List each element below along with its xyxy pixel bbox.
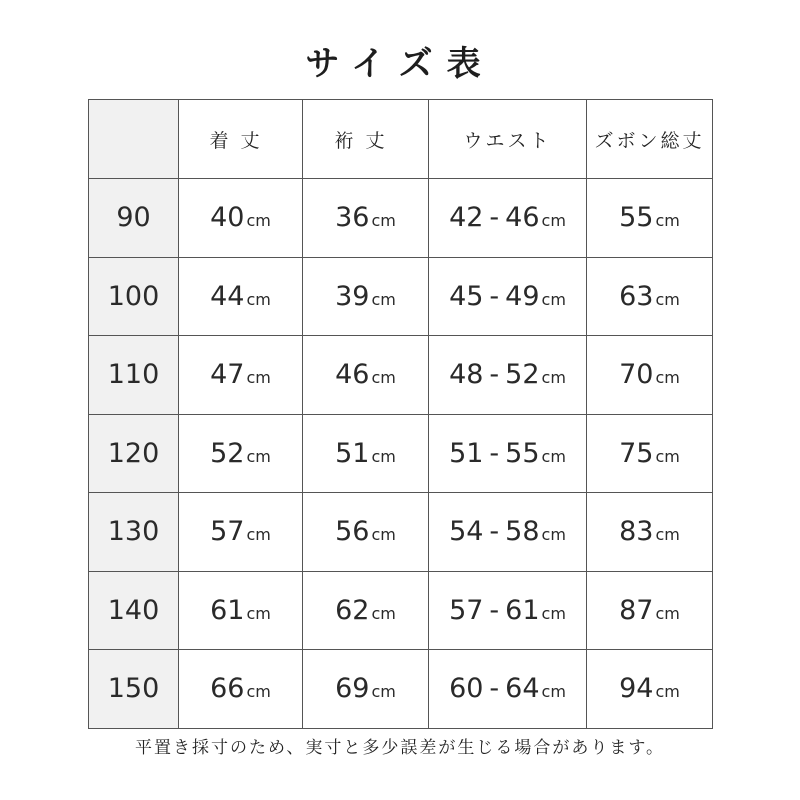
chaku-cell-value: 57	[210, 516, 245, 548]
unit-label: cm	[655, 289, 680, 309]
chaku-cell-value: 61	[210, 594, 245, 626]
header-zubon: ズボン総丈	[587, 100, 713, 179]
range-separator: -	[489, 594, 500, 626]
yuki-cell	[303, 336, 429, 415]
yuki-cell	[303, 414, 429, 493]
unit-label: cm	[246, 368, 271, 388]
zubon-cell	[587, 414, 713, 493]
page-title: サイズ表	[305, 44, 495, 84]
zubon-cell-value: 87	[619, 594, 654, 626]
waist-min-value: 60	[449, 673, 484, 705]
zubon-cell	[587, 571, 713, 650]
chaku-cell	[179, 414, 303, 493]
table-row	[89, 179, 713, 258]
waist-cell	[429, 179, 587, 258]
chaku-cell-value: 52	[210, 437, 245, 469]
range-separator: -	[489, 280, 500, 312]
chaku-cell-value: 44	[210, 280, 245, 312]
table-row	[89, 414, 713, 493]
unit-label: cm	[246, 446, 271, 466]
table-row	[89, 336, 713, 415]
yuki-cell	[303, 650, 429, 729]
unit-label: cm	[371, 525, 396, 545]
waist-cell	[429, 493, 587, 572]
waist-max-value: 58	[505, 516, 540, 548]
yuki-cell-value: 51	[335, 437, 370, 469]
unit-label: cm	[541, 603, 566, 623]
yuki-cell-value: 69	[335, 673, 370, 705]
unit-label: cm	[655, 525, 680, 545]
waist-max-value: 61	[505, 594, 540, 626]
zubon-cell	[587, 257, 713, 336]
zubon-cell-value: 63	[619, 280, 654, 312]
size-cell: 150	[89, 650, 179, 729]
zubon-cell	[587, 650, 713, 729]
unit-label: cm	[541, 211, 566, 231]
yuki-cell	[303, 179, 429, 258]
unit-label: cm	[246, 211, 271, 231]
yuki-cell-value: 62	[335, 594, 370, 626]
header-waist: ウエスト	[429, 100, 587, 179]
size-cell: 120	[89, 414, 179, 493]
unit-label: cm	[246, 603, 271, 623]
chaku-cell	[179, 493, 303, 572]
waist-max-value: 52	[505, 359, 540, 391]
waist-min-value: 54	[449, 516, 484, 548]
chaku-cell	[179, 257, 303, 336]
unit-label: cm	[541, 289, 566, 309]
unit-label: cm	[541, 368, 566, 388]
zubon-cell-value: 70	[619, 359, 654, 391]
waist-min-value: 51	[449, 437, 484, 469]
table-row	[89, 571, 713, 650]
yuki-cell-value: 39	[335, 280, 370, 312]
unit-label: cm	[371, 682, 396, 702]
waist-max-value: 49	[505, 280, 540, 312]
yuki-cell-value: 46	[335, 359, 370, 391]
size-cell: 110	[89, 336, 179, 415]
unit-label: cm	[371, 446, 396, 466]
size-table	[88, 99, 713, 729]
table-row	[89, 257, 713, 336]
table-header-row	[89, 100, 713, 179]
range-separator: -	[489, 202, 500, 234]
measurement-note: 平置き採寸のため、実寸と多少誤差が生じる場合があります。	[135, 738, 665, 758]
unit-label: cm	[655, 368, 680, 388]
yuki-cell	[303, 257, 429, 336]
chaku-cell-value: 66	[210, 673, 245, 705]
chaku-cell	[179, 179, 303, 258]
unit-label: cm	[655, 603, 680, 623]
unit-label: cm	[371, 289, 396, 309]
waist-cell	[429, 650, 587, 729]
header-corner	[89, 100, 179, 179]
waist-cell	[429, 257, 587, 336]
size-cell: 100	[89, 257, 179, 336]
unit-label: cm	[655, 211, 680, 231]
chaku-cell-value: 40	[210, 202, 245, 234]
chaku-cell	[179, 571, 303, 650]
header-chaku: 着丈	[179, 100, 303, 179]
yuki-cell	[303, 571, 429, 650]
waist-max-value: 64	[505, 673, 540, 705]
unit-label: cm	[246, 525, 271, 545]
zubon-cell-value: 55	[619, 202, 654, 234]
zubon-cell-value: 83	[619, 516, 654, 548]
chaku-cell	[179, 650, 303, 729]
chaku-cell-value: 47	[210, 359, 245, 391]
unit-label: cm	[655, 446, 680, 466]
unit-label: cm	[541, 525, 566, 545]
range-separator: -	[489, 437, 500, 469]
unit-label: cm	[541, 682, 566, 702]
range-separator: -	[489, 516, 500, 548]
table-row	[89, 650, 713, 729]
yuki-cell-value: 36	[335, 202, 370, 234]
unit-label: cm	[371, 211, 396, 231]
size-cell: 130	[89, 493, 179, 572]
unit-label: cm	[655, 682, 680, 702]
waist-min-value: 48	[449, 359, 484, 391]
zubon-cell	[587, 336, 713, 415]
zubon-cell-value: 94	[619, 673, 654, 705]
unit-label: cm	[371, 368, 396, 388]
size-cell: 90	[89, 179, 179, 258]
waist-cell	[429, 414, 587, 493]
waist-min-value: 42	[449, 202, 484, 234]
waist-max-value: 46	[505, 202, 540, 234]
waist-cell	[429, 336, 587, 415]
unit-label: cm	[541, 446, 566, 466]
chaku-cell	[179, 336, 303, 415]
header-yuki: 裄丈	[303, 100, 429, 179]
waist-min-value: 45	[449, 280, 484, 312]
size-cell: 140	[89, 571, 179, 650]
table-row	[89, 493, 713, 572]
waist-cell	[429, 571, 587, 650]
range-separator: -	[489, 359, 500, 391]
unit-label: cm	[246, 289, 271, 309]
range-separator: -	[489, 673, 500, 705]
waist-min-value: 57	[449, 594, 484, 626]
yuki-cell-value: 56	[335, 516, 370, 548]
zubon-cell-value: 75	[619, 437, 654, 469]
zubon-cell	[587, 179, 713, 258]
unit-label: cm	[246, 682, 271, 702]
waist-max-value: 55	[505, 437, 540, 469]
zubon-cell	[587, 493, 713, 572]
unit-label: cm	[371, 603, 396, 623]
yuki-cell	[303, 493, 429, 572]
